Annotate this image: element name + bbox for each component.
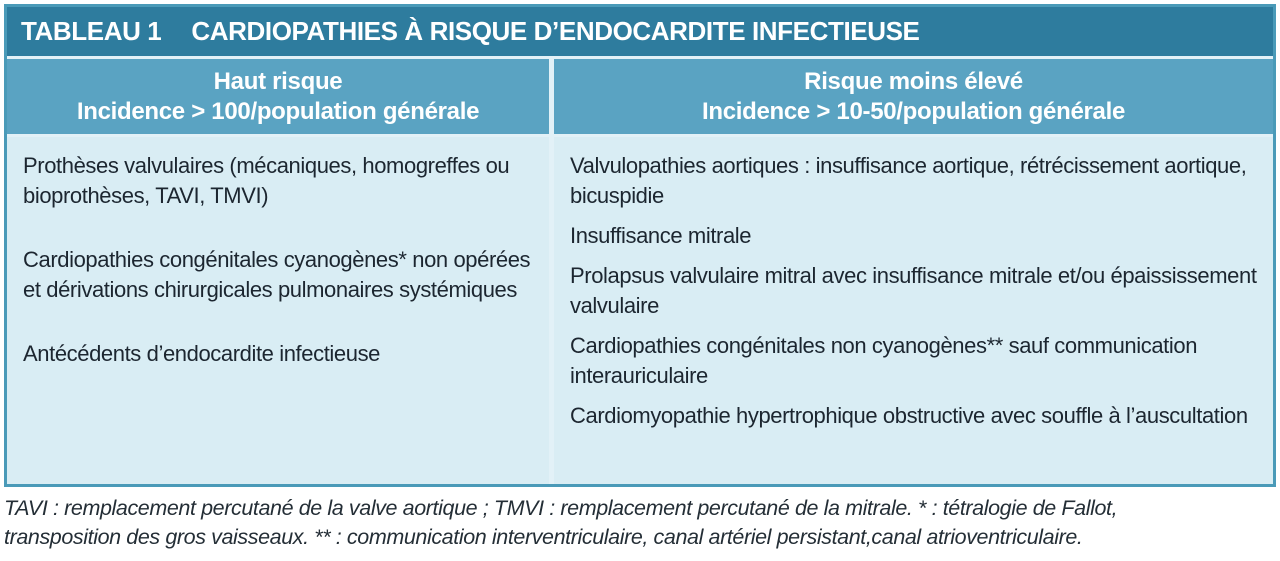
body-row: [7, 137, 1273, 484]
table-cell-item: Antécédents d’endocardite infectieuse: [23, 341, 381, 366]
footnote-line-1: TAVI : remplacement percutané de la valve aortique ; TMVI : remplacement percutané de la mitrale. * : tétralogie de Fallot,: [4, 496, 1118, 520]
table-cell-item: Insuffisance mitrale: [570, 223, 752, 248]
header-lower-risk-line2: Incidence > 10-50/population générale: [701, 97, 1126, 125]
footnote-line-2: transposition des gros vaisseaux. ** : communication interventriculaire, canal artériel persistant,canal atrioventriculaire.: [4, 525, 1083, 549]
table-cell-item: Cardiopathies congénitales cyanogènes* non opérées et dérivations chirurgicales pulmonaires systémiques: [23, 247, 531, 302]
header-lower-risk-line1: Risque moins élevé: [804, 67, 1023, 95]
header-row: [7, 59, 1273, 134]
lower-risk-cell: [554, 137, 1273, 484]
table-number-label: TABLEAU 1: [21, 16, 162, 46]
column-header-lower-risk: [554, 59, 1273, 134]
risk-table: [4, 4, 1276, 487]
header-high-risk-line1: Haut risque: [213, 67, 343, 95]
header-high-risk-line2: Incidence > 100/population générale: [76, 97, 480, 125]
table-cell-item: Valvulopathies aortiques : insuffisance aortique, rétrécissement aortique, bicuspidie: [570, 153, 1247, 208]
footnote: [4, 494, 1276, 552]
table-title-bar: [7, 7, 1273, 56]
high-risk-cell: [7, 137, 549, 484]
table-cell-item: Prothèses valvulaires (mécaniques, homogreffes ou bioprothèses, TAVI, TMVI): [23, 153, 510, 208]
table-cell-item: Prolapsus valvulaire mitral avec insuffisance mitrale et/ou épaississement valvulaire: [570, 263, 1257, 318]
table-cell-item: Cardiopathies congénitales non cyanogènes** sauf communication interauriculaire: [570, 333, 1198, 388]
column-header-high-risk: [7, 59, 549, 134]
table-title: CARDIOPATHIES À RISQUE D’ENDOCARDITE INFECTIEUSE: [191, 16, 920, 46]
table-cell-item: Cardiomyopathie hypertrophique obstructive avec souffle à l’auscultation: [570, 403, 1248, 428]
